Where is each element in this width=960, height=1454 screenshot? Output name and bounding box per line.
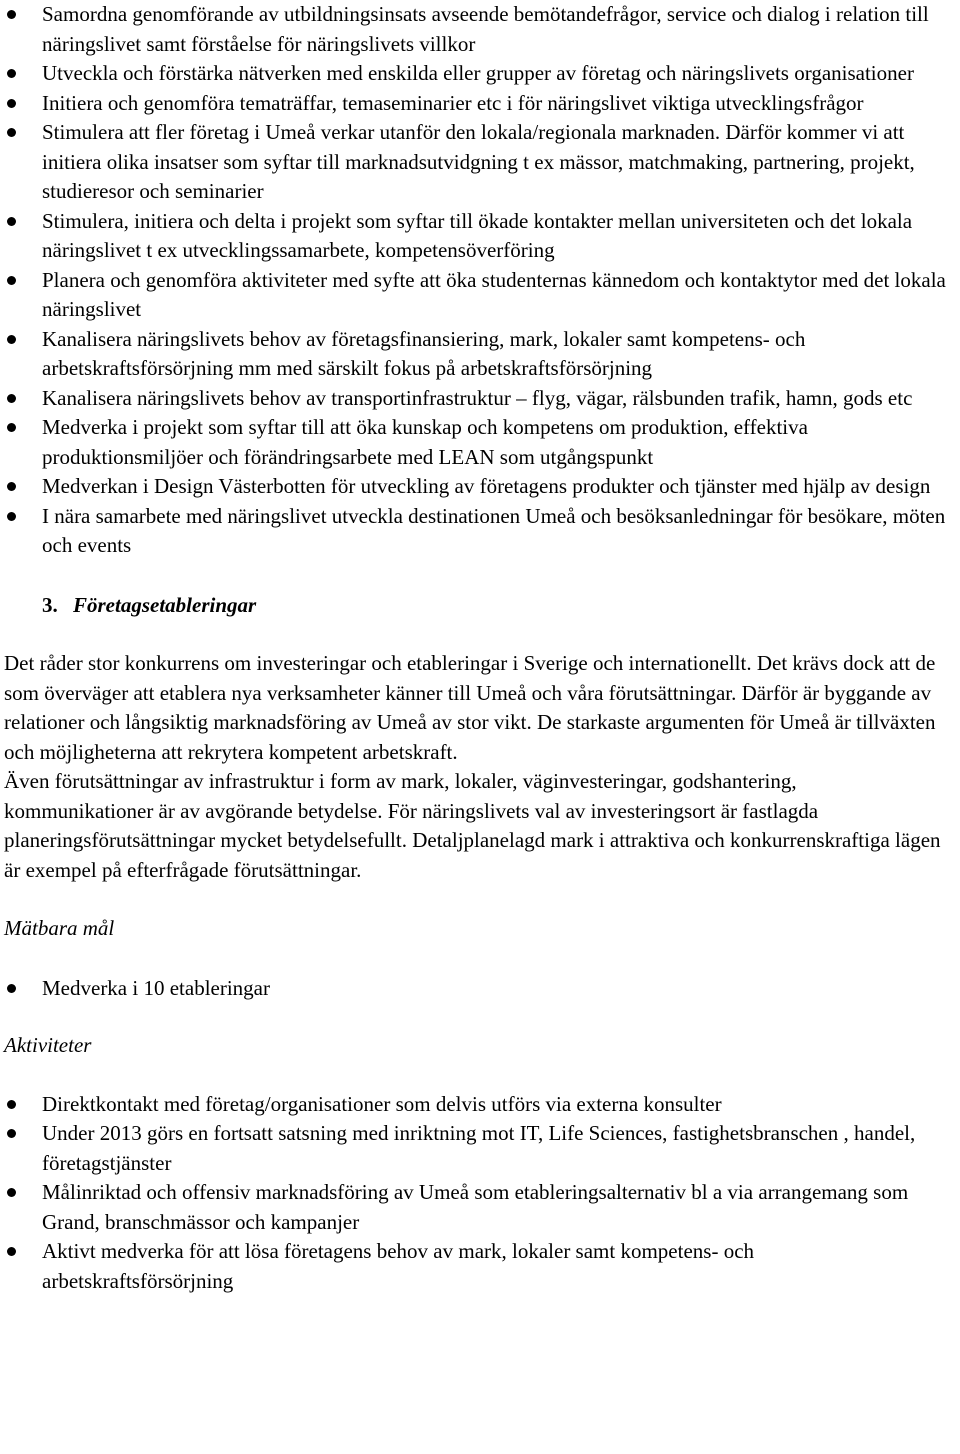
list-item: Medverka i 10 etableringar [4, 974, 946, 1004]
list-item: Målinriktad och offensiv marknadsföring av Umeå som etableringsalternativ bl a via arrangemang som Grand, branschmässor och kampanjer [4, 1178, 946, 1237]
list-item: Stimulera, initiera och delta i projekt som syftar till ökade kontakter mellan universiteten och det lokala näringslivet t ex utvecklingssamarbete, kompetensöverföring [4, 207, 946, 266]
section-heading [42, 591, 946, 621]
section-number: 3. [42, 592, 58, 617]
body-paragraph: Även förutsättningar av infrastruktur i form av mark, lokaler, väginvesteringar, godshantering, kommunikationer är av avgörande betydelse. För näringslivets val av investeringsort är fastlagda planeringsförutsättningar mycket betydelsefullt. Detaljplanelagd mark i attraktiva och konkurrenskraftiga lägen är exempel på efterfrågade förutsättningar. [4, 769, 941, 882]
activities-list [4, 1090, 946, 1297]
list-item: Under 2013 görs en fortsatt satsning med inriktning mot IT, Life Sciences, fastighetsbranschen , handel, företagstjänster [4, 1119, 946, 1178]
list-item: Medverka i projekt som syftar till att öka kunskap och kompetens om produktion, effektiva produktionsmiljöer och förändringsarbete med LEAN som utgångspunkt [4, 413, 946, 472]
measurable-goals-list [4, 974, 946, 1004]
list-item: Aktivt medverka för att lösa företagens behov av mark, lokaler samt kompetens- och arbetskraftsförsörjning [4, 1237, 946, 1296]
measurable-goals-heading: Mätbara mål [4, 916, 115, 940]
list-item: Kanalisera näringslivets behov av transportinfrastruktur – flyg, vägar, rälsbunden trafik, hamn, gods etc [4, 384, 946, 414]
top-bullet-list [4, 0, 946, 561]
list-item: I nära samarbete med näringslivet utveckla destinationen Umeå och besöksanledningar för besökare, möten och events [4, 502, 946, 561]
body-paragraph: Det råder stor konkurrens om investeringar och etableringar i Sverige och internationellt. Det krävs dock att de som överväger att etablera nya verksamheter känner till Umeå och våra förutsättningar. Därför är byggande av relationer och långsiktig marknadsföring av Umeå av stor vikt. De starkaste argumenten för Umeå är tillväxten och möjligheterna att rekrytera kompetent arbetskraft. [4, 651, 936, 764]
section-title: Företagsetableringar [73, 592, 257, 617]
list-item: Samordna genomförande av utbildningsinsats avseende bemötandefrågor, service och dialog i relation till näringslivet samt förståelse för näringslivets villkor [4, 0, 946, 59]
list-item: Direktkontakt med företag/organisationer som delvis utförs via externa konsulter [4, 1090, 946, 1120]
list-item: Utveckla och förstärka nätverken med enskilda eller grupper av företag och näringslivets organisationer [4, 59, 946, 89]
list-item: Medverkan i Design Västerbotten för utveckling av företagens produkter och tjänster med hjälp av design [4, 472, 946, 502]
list-item: Kanalisera näringslivets behov av företagsfinansiering, mark, lokaler samt kompetens- och arbetskraftsförsörjning mm med särskilt fokus på arbetskraftsförsörjning [4, 325, 946, 384]
list-item: Initiera och genomföra tematräffar, temaseminarier etc i för näringslivet viktiga utvecklingsfrågor [4, 89, 946, 119]
list-item: Stimulera att fler företag i Umeå verkar utanför den lokala/regionala marknaden. Därför kommer vi att initiera olika insatser som syftar till marknadsutvidgning t ex mässor, matchmaking, partnering, projekt, studieresor och seminarier [4, 118, 946, 207]
activities-heading: Aktiviteter [4, 1033, 92, 1057]
list-item: Planera och genomföra aktiviteter med syfte att öka studenternas kännedom och kontaktytor med det lokala näringslivet [4, 266, 946, 325]
